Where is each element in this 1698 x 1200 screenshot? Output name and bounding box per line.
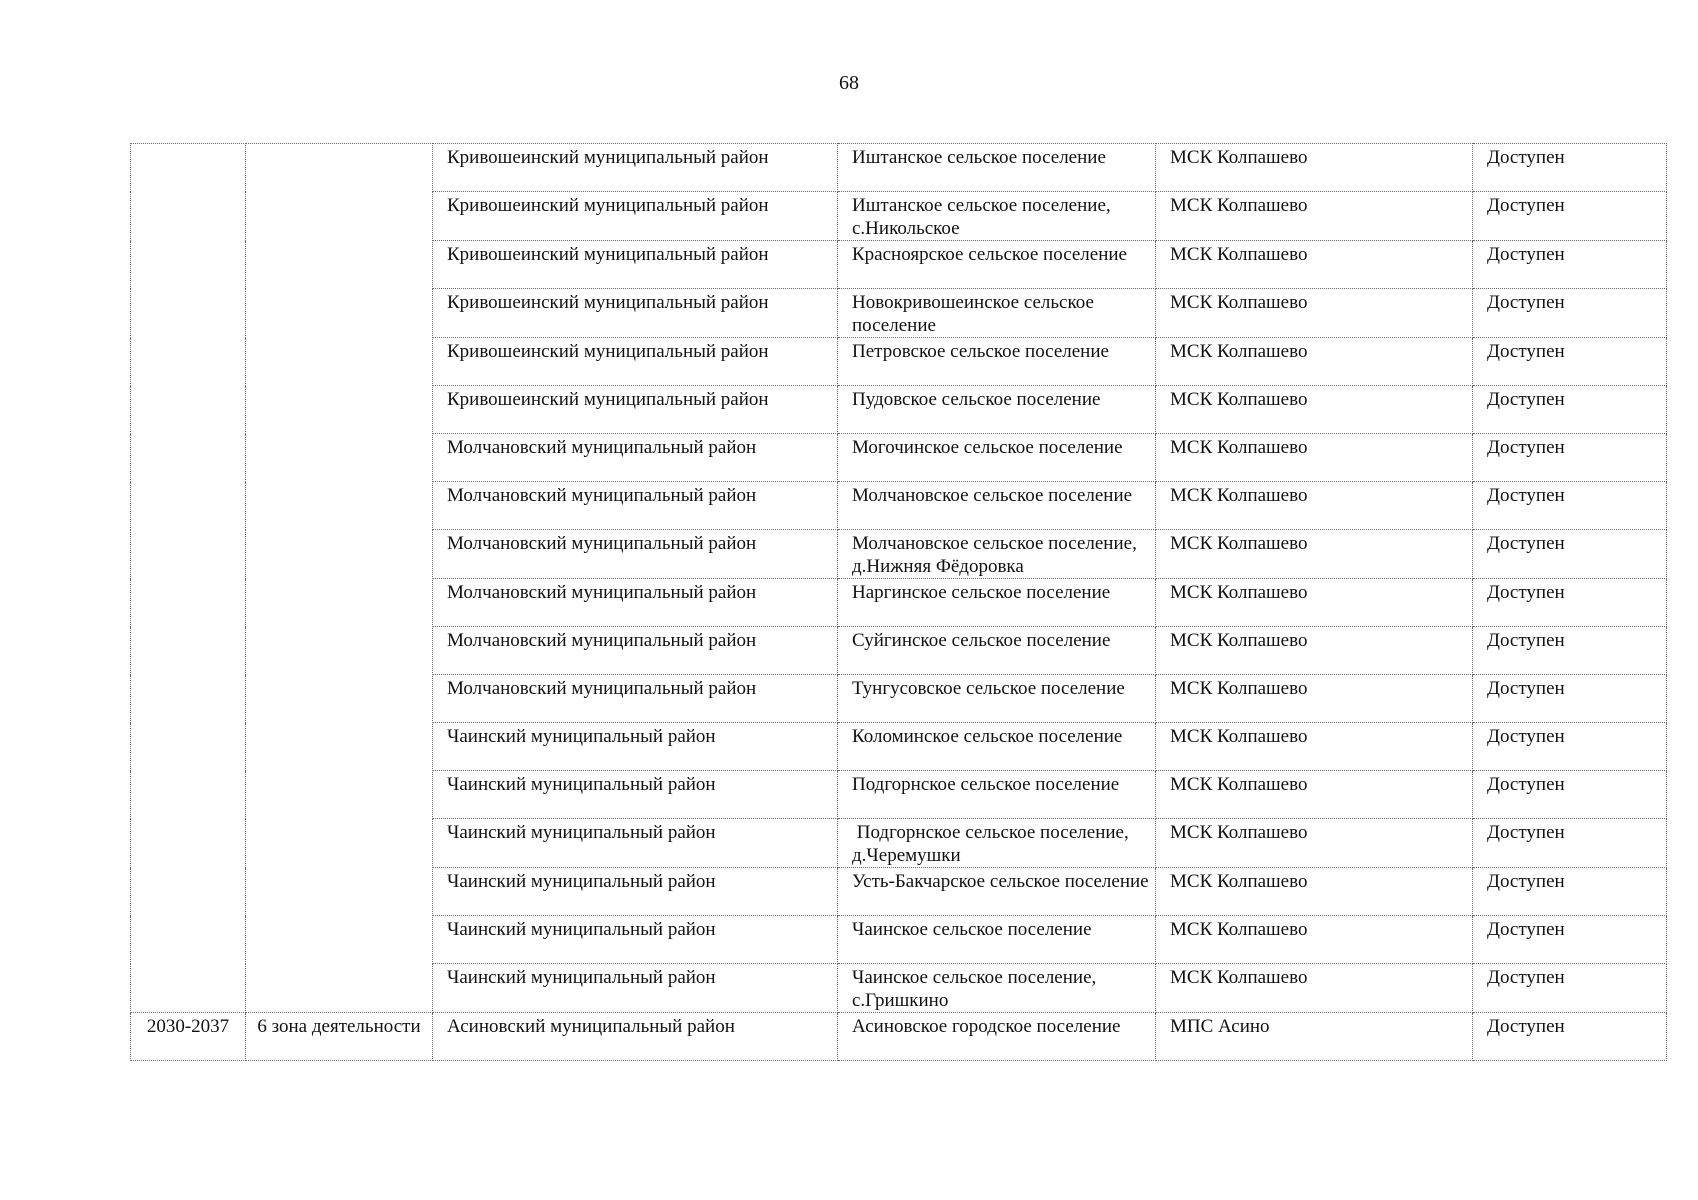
status-cell [1473,916,1667,964]
settlement-cell [838,482,1156,530]
district-cell [433,868,838,916]
station-cell [1156,192,1473,241]
station-cell [1156,530,1473,579]
district-cell [433,675,838,723]
district-text: Молчановский муниципальный район [447,678,757,699]
status-cell [1473,771,1667,819]
station-cell [1156,241,1473,289]
settlement-cell [838,627,1156,675]
settlement-cell [838,144,1156,192]
settlement-text: Чаинское сельское поселение, с.Гришкино [852,967,1102,1011]
district-text: Молчановский муниципальный район [447,582,757,603]
district-cell [433,819,838,868]
settlement-text: Красноярское сельское поселение [852,244,1127,265]
station-cell [1156,144,1473,192]
status-cell [1473,241,1667,289]
status-cell [1473,723,1667,771]
period-text: 2030-2037 [146,1016,230,1037]
station-text: МСК Колпашево [1170,822,1308,843]
district-cell [433,144,838,192]
status-cell [1473,338,1667,386]
district-text: Кривошеинский муниципальный район [447,147,769,168]
status-text: Доступен [1487,485,1565,506]
status-text: Доступен [1487,774,1565,795]
status-cell [1473,964,1667,1013]
district-text: Кривошеинский муниципальный район [447,341,769,362]
status-text: Доступен [1487,967,1565,988]
district-text: Кривошеинский муниципальный район [447,292,769,313]
station-cell [1156,289,1473,338]
status-cell [1473,386,1667,434]
district-cell [433,627,838,675]
settlement-cell [838,819,1156,868]
status-cell [1473,1013,1667,1061]
district-text: Чаинский муниципальный район [447,919,716,940]
settlement-cell [838,579,1156,627]
settlement-text: Петровское сельское поселение [852,341,1109,362]
district-cell [433,771,838,819]
station-cell [1156,771,1473,819]
status-text: Доступен [1487,726,1565,747]
settlement-cell [838,338,1156,386]
district-cell [433,386,838,434]
status-cell [1473,530,1667,579]
status-text: Доступен [1487,919,1565,940]
district-cell [433,289,838,338]
district-cell [433,482,838,530]
station-text: МСК Колпашево [1170,967,1308,988]
station-text: МСК Колпашево [1170,678,1308,699]
station-cell [1156,386,1473,434]
station-text: МСК Колпашево [1170,147,1308,168]
station-text: МСК Колпашево [1170,195,1308,216]
status-text: Доступен [1487,147,1565,168]
station-cell [1156,1013,1473,1061]
status-cell [1473,144,1667,192]
station-text: МСК Колпашево [1170,871,1308,892]
status-cell [1473,192,1667,241]
settlement-cell [838,964,1156,1013]
station-text: МПС Асино [1170,1016,1270,1037]
status-text: Доступен [1487,437,1565,458]
district-text: Чаинский муниципальный район [447,822,716,843]
station-cell [1156,723,1473,771]
district-cell [433,916,838,964]
district-text: Асиновский муниципальный район [447,1016,735,1037]
station-cell [1156,579,1473,627]
station-text: МСК Колпашево [1170,437,1308,458]
page-number: 68 [839,72,859,94]
settlement-cell [838,868,1156,916]
settlement-text: Коломинское сельское поселение [852,726,1123,747]
status-text: Доступен [1487,389,1565,410]
settlement-text: Могочинское сельское поселение [852,437,1123,458]
status-cell [1473,579,1667,627]
district-cell [433,530,838,579]
settlement-text: Иштанское сельское поселение, с.Никольское [852,195,1116,239]
station-text: МСК Колпашево [1170,341,1308,362]
district-cell [433,338,838,386]
district-cell [433,1013,838,1061]
settlement-text: Подгорнское сельское поселение, д.Черемушки [852,822,1134,866]
district-text: Чаинский муниципальный район [447,726,716,747]
settlement-text: Молчановское сельское поселение, д.Нижняя Фёдоровка [852,533,1142,577]
station-text: МСК Колпашево [1170,389,1308,410]
district-text: Чаинский муниципальный район [447,774,716,795]
settlement-cell [838,916,1156,964]
district-text: Кривошеинский муниципальный район [447,195,769,216]
table-row-last [131,1013,1667,1061]
district-text: Чаинский муниципальный район [447,967,716,988]
station-cell [1156,675,1473,723]
settlement-cell [838,434,1156,482]
period-cell [131,1013,246,1061]
status-text: Доступен [1487,533,1565,554]
status-text: Доступен [1487,1016,1565,1037]
zone-cell [246,144,433,1013]
status-cell [1473,289,1667,338]
status-cell [1473,868,1667,916]
settlement-text: Суйгинское сельское поселение [852,630,1111,651]
settlement-cell [838,289,1156,338]
settlement-text: Тунгусовское сельское поселение [852,678,1125,699]
settlement-cell [838,241,1156,289]
station-cell [1156,482,1473,530]
station-cell [1156,819,1473,868]
station-cell [1156,868,1473,916]
status-cell [1473,819,1667,868]
district-text: Молчановский муниципальный район [447,437,757,458]
station-text: МСК Колпашево [1170,244,1308,265]
station-text: МСК Колпашево [1170,726,1308,747]
status-text: Доступен [1487,292,1565,313]
settlement-cell [838,771,1156,819]
station-text: МСК Колпашево [1170,292,1308,313]
status-cell [1473,434,1667,482]
district-text: Кривошеинский муниципальный район [447,389,769,410]
status-text: Доступен [1487,341,1565,362]
status-text: Доступен [1487,630,1565,651]
zone-text: 6 зона деятельности [257,1016,421,1037]
district-cell [433,964,838,1013]
station-text: МСК Колпашево [1170,485,1308,506]
settlement-text: Новокривошеинское сельское поселение [852,292,1099,336]
settlement-text: Подгорнское сельское поселение [852,774,1120,795]
status-cell [1473,627,1667,675]
settlement-text: Чаинское сельское поселение [852,919,1092,940]
status-cell [1473,482,1667,530]
station-text: МСК Колпашево [1170,582,1308,603]
settlement-text: Молчановское сельское поселение [852,485,1133,506]
table-row [131,144,1667,192]
settlement-cell [838,192,1156,241]
settlement-text: Наргинское сельское поселение [852,582,1111,603]
station-cell [1156,964,1473,1013]
status-cell [1473,675,1667,723]
settlement-cell [838,1013,1156,1061]
district-cell [433,434,838,482]
district-text: Кривошеинский муниципальный район [447,244,769,265]
station-text: МСК Колпашево [1170,919,1308,940]
settlement-cell [838,386,1156,434]
status-text: Доступен [1487,822,1565,843]
district-text: Молчановский муниципальный район [447,630,757,651]
settlement-cell [838,530,1156,579]
settlement-text: Пудовское сельское поселение [852,389,1101,410]
station-cell [1156,338,1473,386]
settlement-text: Иштанское сельское поселение [852,147,1106,168]
status-text: Доступен [1487,195,1565,216]
station-text: МСК Колпашево [1170,533,1308,554]
settlement-text: Асиновское городское поселение [852,1016,1121,1037]
district-text: Молчановский муниципальный район [447,533,757,554]
zone-cell [246,1013,433,1061]
district-cell [433,579,838,627]
district-text: Молчановский муниципальный район [447,485,757,506]
settlements-table [130,143,1667,1061]
district-cell [433,723,838,771]
station-cell [1156,916,1473,964]
settlement-text: Усть-Бакчарское сельское поселение [852,871,1149,892]
settlement-cell [838,675,1156,723]
period-cell [131,144,246,1013]
district-cell [433,241,838,289]
station-cell [1156,627,1473,675]
station-text: МСК Колпашево [1170,774,1308,795]
status-text: Доступен [1487,871,1565,892]
status-text: Доступен [1487,582,1565,603]
station-text: МСК Колпашево [1170,630,1308,651]
district-text: Чаинский муниципальный район [447,871,716,892]
district-cell [433,192,838,241]
status-text: Доступен [1487,678,1565,699]
status-text: Доступен [1487,244,1565,265]
station-cell [1156,434,1473,482]
table-body [131,144,1667,1061]
settlement-cell [838,723,1156,771]
